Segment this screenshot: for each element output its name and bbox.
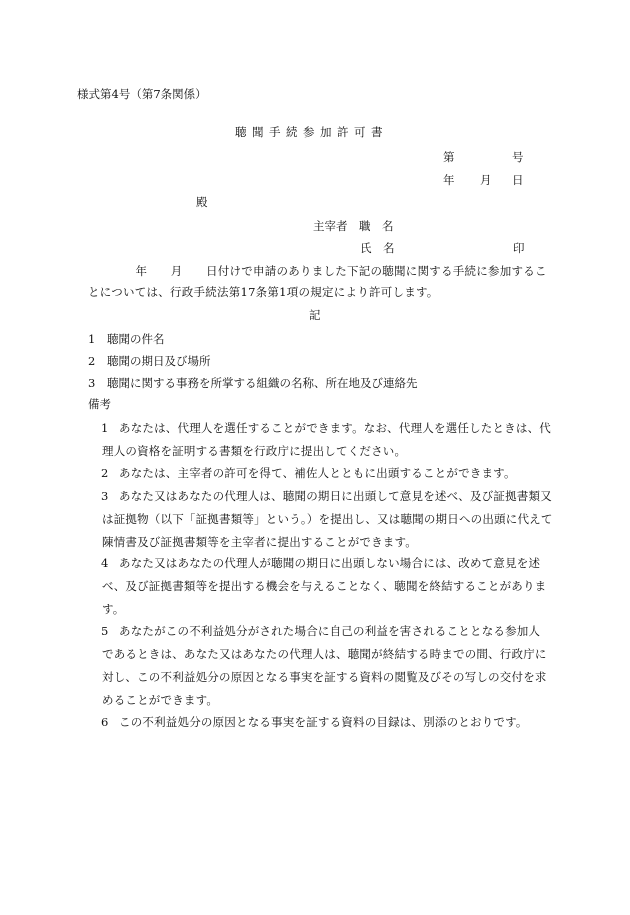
number-go: 号: [512, 150, 524, 164]
note-number: 4: [101, 556, 109, 570]
addressee-suffix: 殿: [196, 195, 208, 209]
note-line: 対し、この不利益処分の原因となる事実を証する資料の閲覧及びその写しの交付を求: [102, 670, 547, 684]
remarks-heading: 備考: [88, 397, 111, 411]
note-line: 理人の資格を証明する書類を行政庁に提出してください。: [102, 444, 407, 458]
note-number: 2: [101, 466, 109, 480]
note-text: [102, 714, 552, 730]
note-text: [102, 488, 552, 550]
note-line: す。: [102, 602, 125, 616]
note-line: であるときは、あなた又はあなたの代理人は、聴聞が終結する時までの間、行政庁に: [102, 647, 547, 661]
note-text: [102, 420, 552, 459]
date-month: 月: [480, 173, 492, 187]
note-line: あなたは、代理人を選任することができます。なお、代理人を選任したときは、代: [119, 421, 551, 435]
seal-mark: 印: [513, 241, 525, 255]
note-line: あなたがこの不利益処分がされた場合に自己の利益を害されることとなる参加人: [119, 624, 541, 638]
note-line: この不利益処分の原因となる事実を証する資料の目録は、別添のとおりです。: [119, 715, 528, 729]
item-number: 2: [88, 354, 96, 368]
body-paragraph: [88, 263, 558, 300]
issuer-role-label: 主宰者 職 名: [313, 219, 394, 233]
note-number: 6: [101, 715, 109, 729]
note-line: めることができます。: [102, 693, 219, 707]
number-dai: 第: [443, 150, 455, 164]
note-number: 3: [101, 489, 109, 503]
note-line: は証拠物（以下「証拠書類等」という。）を提出し、又は聴聞の期日への出頭に代えて: [102, 512, 553, 526]
note-text: [102, 555, 552, 617]
issuer-name-label: 氏 名: [360, 241, 395, 255]
item-text: 聴聞の件名: [107, 332, 165, 346]
note-line: 陳情書及び証拠書類等を主宰者に提出することができます。: [102, 535, 417, 549]
note-number: 5: [101, 624, 109, 638]
note-line: あなた又はあなたの代理人は、聴聞の期日に出頭して意見を述べ、及び証拠書類又: [119, 489, 552, 503]
date-day: 日: [512, 173, 524, 187]
body-line-2: とについては、行政手続法第17条第1項の規定により許可します。: [88, 285, 439, 299]
date-year: 年: [443, 173, 455, 187]
note-line: あなた又はあなたの代理人が聴聞の期日に出頭しない場合には、改めて意見を述: [119, 556, 541, 570]
note-text: [102, 623, 552, 708]
note-text: [102, 465, 552, 481]
item-text: 聴聞の期日及び場所: [107, 354, 211, 368]
note-line: あなたは、主宰者の許可を得て、補佐人とともに出頭することができます。: [119, 466, 516, 480]
note-number: 1: [101, 421, 109, 435]
body-line-1: 年 月 日付けで申請のありました下記の聴聞に関する手続に参加するこ: [112, 264, 547, 278]
document-title: 聴聞手続参加許可書: [235, 125, 388, 139]
note-line: べ、及び証拠書類等を提出する機会を与えることなく、聴聞を終結することがありま: [102, 579, 547, 593]
ki-heading: 記: [309, 308, 321, 322]
item-text: 聴聞に関する事務を所掌する組織の名称、所在地及び連絡先: [107, 376, 418, 390]
form-label: 様式第4号（第7条関係）: [77, 87, 207, 101]
item-number: 1: [88, 332, 96, 346]
item-number: 3: [88, 376, 96, 390]
